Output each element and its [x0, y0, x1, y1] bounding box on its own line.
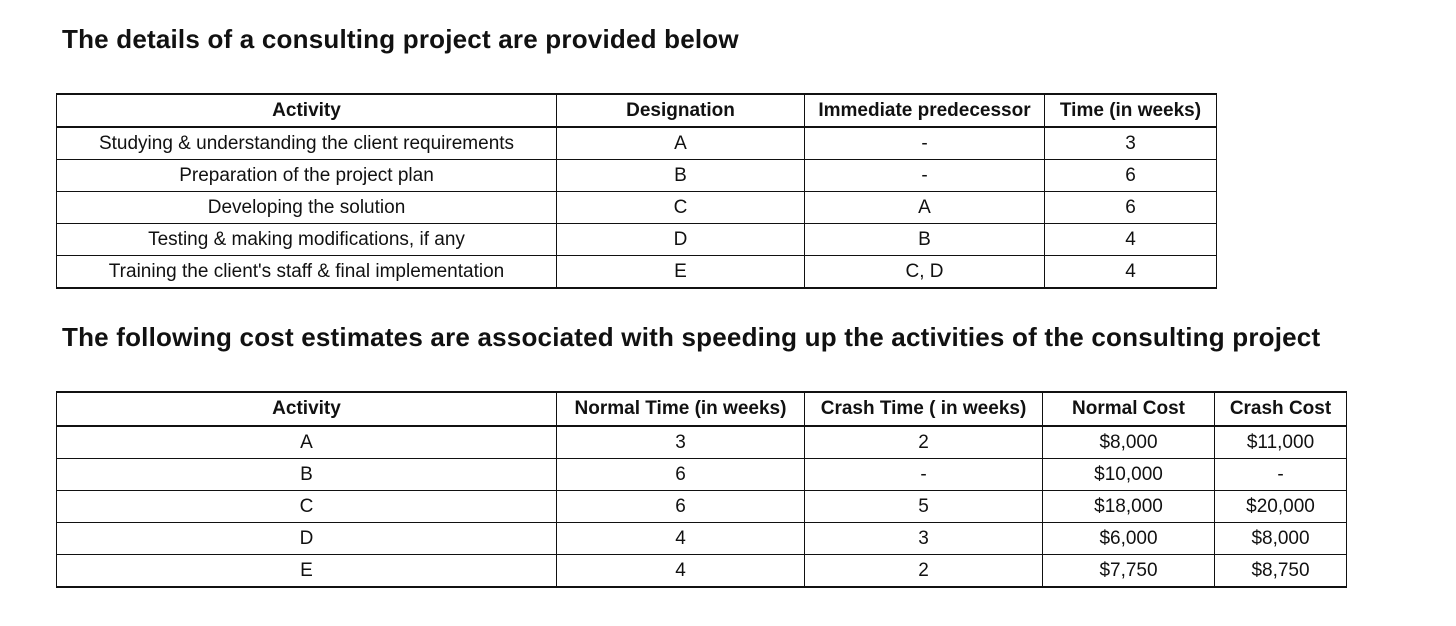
activity-cell: A [57, 426, 557, 459]
designation-cell: C [557, 192, 805, 224]
activity-cell: C [57, 491, 557, 523]
column-header: Time (in weeks) [1045, 94, 1217, 127]
table-row [57, 160, 1217, 192]
table-row [57, 127, 1217, 160]
predecessor-cell: B [805, 224, 1045, 256]
crash-cost-cell: $8,000 [1215, 523, 1347, 555]
normal-cost-cell: $7,750 [1043, 555, 1215, 588]
table-row [57, 256, 1217, 289]
normal-cost-cell: $8,000 [1043, 426, 1215, 459]
cost-estimates-heading: The following cost estimates are associated with speeding up the activities of the consulting project [62, 322, 1321, 352]
activity-cell: B [57, 459, 557, 491]
time-cell: 3 [1045, 127, 1217, 160]
time-cell: 4 [1045, 256, 1217, 289]
designation-cell: B [557, 160, 805, 192]
column-header: Normal Time (in weeks) [557, 392, 805, 426]
crash-cost-cell: $20,000 [1215, 491, 1347, 523]
column-header: Crash Time ( in weeks) [805, 392, 1043, 426]
designation-cell: A [557, 127, 805, 160]
activity-cell: Studying & understanding the client requirements [57, 127, 557, 160]
column-header: Designation [557, 94, 805, 127]
activity-cell: E [57, 555, 557, 588]
table-header-row [57, 94, 1217, 127]
time-cell: 6 [1045, 192, 1217, 224]
activity-cell: Developing the solution [57, 192, 557, 224]
crash-time-cell: 5 [805, 491, 1043, 523]
predecessor-cell: A [805, 192, 1045, 224]
activity-cell: Training the client's staff & final implementation [57, 256, 557, 289]
crash-cost-cell: $8,750 [1215, 555, 1347, 588]
activity-cell: Preparation of the project plan [57, 160, 557, 192]
table-row [57, 555, 1347, 588]
table-row [57, 459, 1347, 491]
activity-cell: Testing & making modifications, if any [57, 224, 557, 256]
table-row [57, 523, 1347, 555]
column-header: Crash Cost [1215, 392, 1347, 426]
table-row [57, 224, 1217, 256]
crash-cost-cell: $11,000 [1215, 426, 1347, 459]
normal-cost-cell: $6,000 [1043, 523, 1215, 555]
predecessor-cell: C, D [805, 256, 1045, 289]
normal-time-cell: 4 [557, 555, 805, 588]
normal-time-cell: 3 [557, 426, 805, 459]
table-row [57, 491, 1347, 523]
predecessor-cell: - [805, 160, 1045, 192]
normal-cost-cell: $10,000 [1043, 459, 1215, 491]
project-activities-table [56, 93, 1217, 289]
time-cell: 6 [1045, 160, 1217, 192]
normal-cost-cell: $18,000 [1043, 491, 1215, 523]
activity-cell: D [57, 523, 557, 555]
time-cell: 4 [1045, 224, 1217, 256]
normal-time-cell: 4 [557, 523, 805, 555]
column-header: Activity [57, 94, 557, 127]
table-row [57, 426, 1347, 459]
column-header: Normal Cost [1043, 392, 1215, 426]
table-row [57, 192, 1217, 224]
column-header: Immediate predecessor [805, 94, 1045, 127]
normal-time-cell: 6 [557, 491, 805, 523]
predecessor-cell: - [805, 127, 1045, 160]
normal-time-cell: 6 [557, 459, 805, 491]
crash-time-cell: 2 [805, 426, 1043, 459]
crash-cost-cell: - [1215, 459, 1347, 491]
project-details-heading: The details of a consulting project are provided below [62, 24, 739, 54]
crash-time-cell: 3 [805, 523, 1043, 555]
crash-time-cell: 2 [805, 555, 1043, 588]
crash-time-cell: - [805, 459, 1043, 491]
cost-estimates-table [56, 391, 1347, 588]
designation-cell: E [557, 256, 805, 289]
table-header-row [57, 392, 1347, 426]
column-header: Activity [57, 392, 557, 426]
designation-cell: D [557, 224, 805, 256]
